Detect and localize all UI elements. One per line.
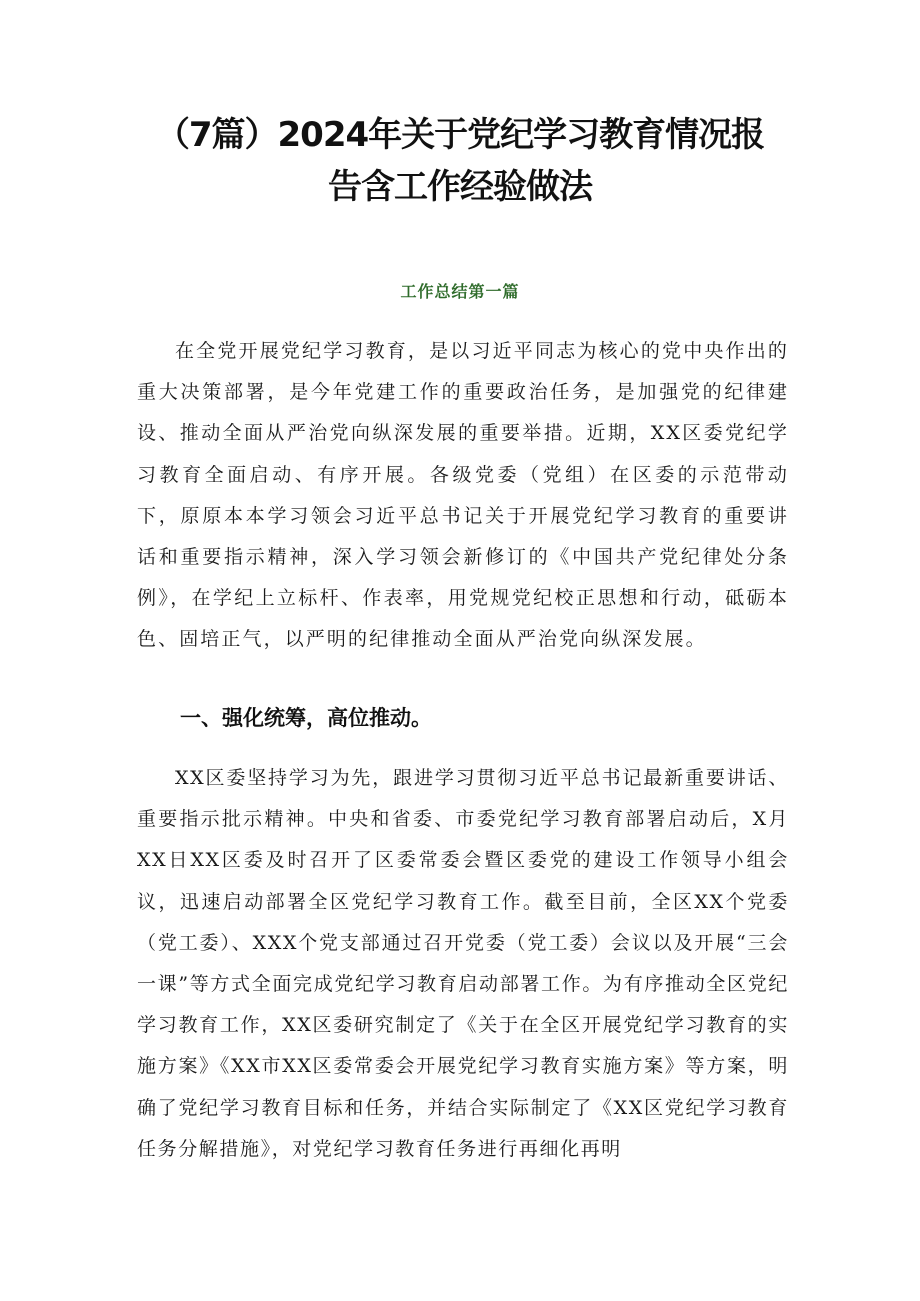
body-paragraph-1: 在全党开展党纪学习教育，是以习近平同志为核心的党中央作出的重大决策部署，是今年党建工作的重要政治任务，是加强党的纪律建设、推动全面从严治党向纵深发展的重要举措。近期，XX区委党纪学习教育全面启动、有序开展。各级党委（党组）在区委的示范带动下，原原本本学习领会习近平总书记关于开展党纪学习教育的重要讲话和重要指示精神，深入学习领会新修订的《中国共产党纪律处分条例》，在学纪上立标杆、作表率，用党规党纪校正思想和行动，砥砺本色、固培正气，以严明的纪律推动全面从严治党向纵深发展。: [137, 340, 789, 651]
document-title-line-1: （7篇）2024年关于党纪学习教育情况报: [155, 115, 765, 155]
body-paragraph-2: XX区委坚持学习为先，跟进学习贯彻习近平总书记最新重要讲话、重要指示批示精神。中央和省委、市委党纪学习教育部署启动后，X月XX日XX区委及时召开了区委常委会暨区委党的建设工作领导小组会议，迅速启动部署全区党纪学习教育工作。截至目前，全区XX个党委（党工委）、XXX个党支部通过召开党委（党工委）会议以及开展“三会一课”等方式全面完成党纪学习教育启动部署工作。为有序推动全区党纪学习教育工作，XX区委研究制定了《关于在全区开展党纪学习教育的实施方案》《XX市XX区委常委会开展党纪学习教育实施方案》等方案，明确了党纪学习教育目标和任务，并结合实际制定了《XX区党纪学习教育任务分解措施》，对党纪学习教育任务进行再细化再明: [137, 767, 789, 1160]
document-title-line-2: 告含工作经验做法: [328, 167, 592, 207]
section-heading: 工作总结第一篇: [400, 282, 520, 301]
subheading-1: 一、强化统筹，高位推动。: [180, 706, 432, 730]
